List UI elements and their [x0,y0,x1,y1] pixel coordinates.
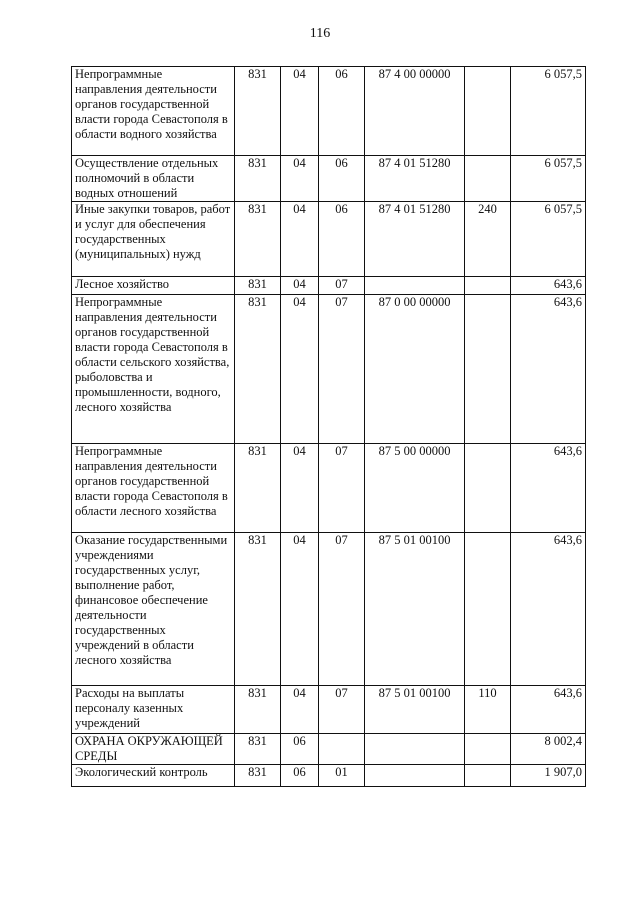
table-row [72,295,586,444]
rz-cell: 04 [281,156,319,202]
table-row [72,734,586,765]
row-name: Иные закупки товаров, работ и услуг для обеспечения государственных (муниципальных) нужд [72,202,235,277]
vr-cell [465,156,511,202]
rz-cell: 04 [281,533,319,686]
sum-cell: 6 057,5 [511,156,586,202]
rz-cell: 04 [281,277,319,295]
vr-cell: 110 [465,686,511,734]
pr-cell: 06 [319,202,365,277]
table-row [72,67,586,156]
ved-cell: 831 [235,202,281,277]
row-name: Экологический контроль [72,765,235,787]
pr-cell: 01 [319,765,365,787]
pr-cell: 07 [319,686,365,734]
ved-cell: 831 [235,444,281,533]
csr-cell [365,277,465,295]
pr-cell: 07 [319,444,365,533]
vr-cell: 240 [465,202,511,277]
sum-cell: 643,6 [511,444,586,533]
ved-cell: 831 [235,277,281,295]
csr-cell: 87 5 01 00100 [365,686,465,734]
csr-cell [365,765,465,787]
table-row [72,533,586,686]
table-row [72,765,586,787]
vr-cell [465,67,511,156]
row-name: Осуществление отдельных полномочий в области водных отношений [72,156,235,202]
row-name: Лесное хозяйство [72,277,235,295]
vr-cell [465,765,511,787]
csr-cell [365,734,465,765]
page-number: 116 [309,26,331,41]
csr-cell: 87 4 01 51280 [365,156,465,202]
pr-cell: 07 [319,533,365,686]
rz-cell: 04 [281,295,319,444]
table-row [72,202,586,277]
sum-cell: 6 057,5 [511,202,586,277]
pr-cell: 06 [319,156,365,202]
table-row [72,156,586,202]
row-name: Непрограммные направления деятельности органов государственной власти города Севастополя в области водного хозяйства [72,67,235,156]
ved-cell: 831 [235,295,281,444]
csr-cell: 87 5 01 00100 [365,533,465,686]
sum-cell: 643,6 [511,533,586,686]
budget-table [71,66,586,787]
row-name: ОХРАНА ОКРУЖАЮЩЕЙ СРЕДЫ [72,734,235,765]
vr-cell [465,277,511,295]
row-name: Расходы на выплаты персоналу казенных учреждений [72,686,235,734]
sum-cell: 1 907,0 [511,765,586,787]
ved-cell: 831 [235,156,281,202]
vr-cell [465,533,511,686]
sum-cell: 643,6 [511,295,586,444]
ved-cell: 831 [235,734,281,765]
rz-cell: 04 [281,686,319,734]
csr-cell: 87 4 00 00000 [365,67,465,156]
csr-cell: 87 5 00 00000 [365,444,465,533]
table-row [72,277,586,295]
csr-cell: 87 4 01 51280 [365,202,465,277]
ved-cell: 831 [235,67,281,156]
vr-cell [465,734,511,765]
pr-cell [319,734,365,765]
pr-cell: 07 [319,295,365,444]
vr-cell [465,444,511,533]
row-name: Непрограммные направления деятельности органов государственной власти города Севастополя в области сельского хозяйства, рыболовства и промышленности, водного, лесного хозяйства [72,295,235,444]
rz-cell: 06 [281,765,319,787]
rz-cell: 04 [281,202,319,277]
sum-cell: 643,6 [511,686,586,734]
sum-cell: 8 002,4 [511,734,586,765]
pr-cell: 07 [319,277,365,295]
sum-cell: 6 057,5 [511,67,586,156]
ved-cell: 831 [235,686,281,734]
csr-cell: 87 0 00 00000 [365,295,465,444]
ved-cell: 831 [235,533,281,686]
ved-cell: 831 [235,765,281,787]
table-row [72,686,586,734]
sum-cell: 643,6 [511,277,586,295]
table-row [72,444,586,533]
row-name: Непрограммные направления деятельности органов государственной власти города Севастополя в области лесного хозяйства [72,444,235,533]
rz-cell: 04 [281,444,319,533]
pr-cell: 06 [319,67,365,156]
rz-cell: 04 [281,67,319,156]
rz-cell: 06 [281,734,319,765]
vr-cell [465,295,511,444]
row-name: Оказание государственными учреждениями государственных услуг, выполнение работ, финансовое обеспечение деятельности государственных учреждений в области лесного хозяйства [72,533,235,686]
